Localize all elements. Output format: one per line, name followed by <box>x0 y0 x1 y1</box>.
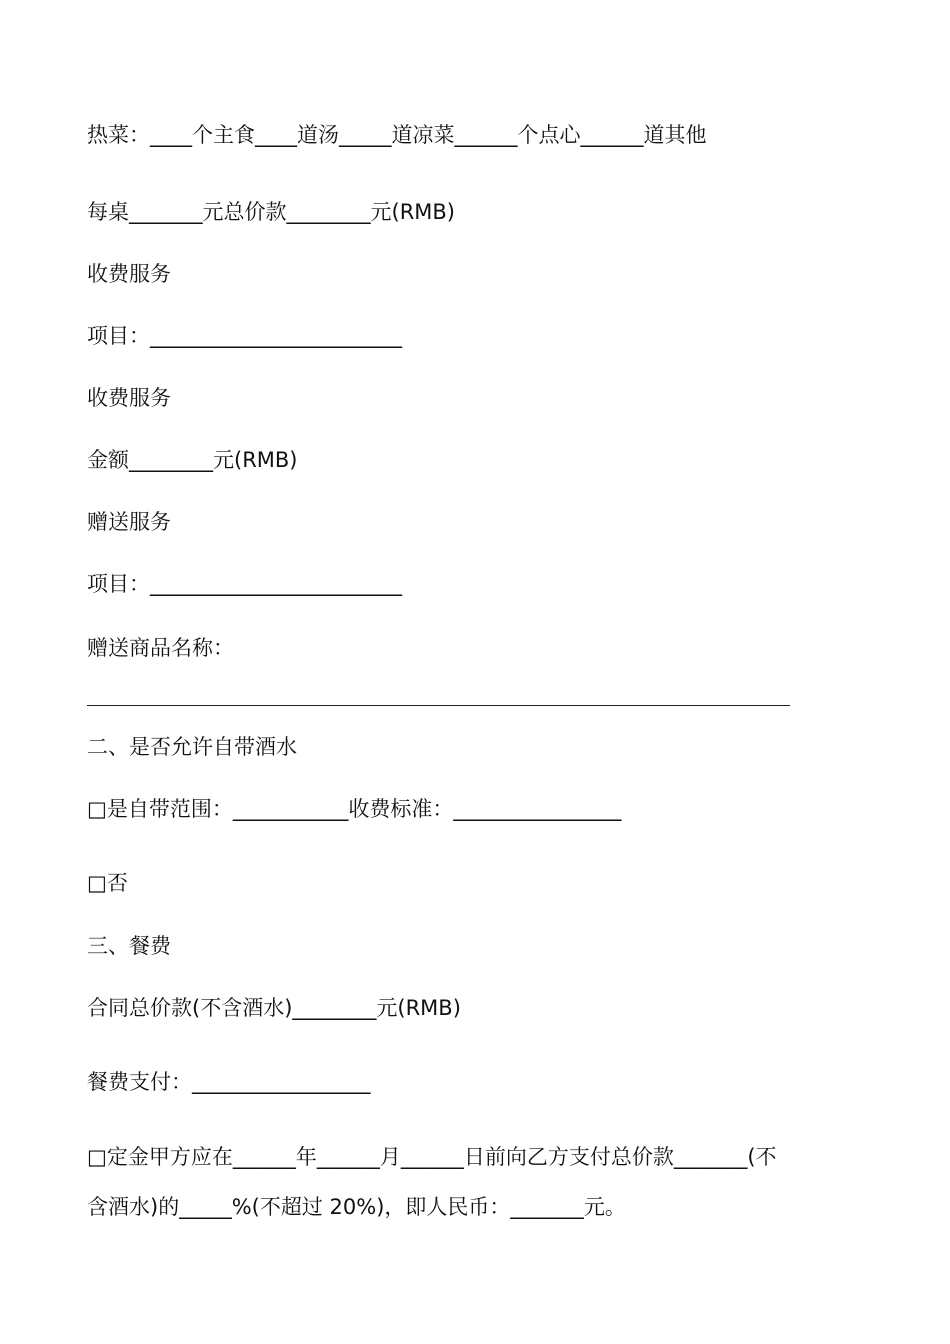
deposit-line-2: 含酒水)的_____%(不超过 20%)，即人民币：_______元。 <box>87 1195 626 1219</box>
gift-service-heading: 赠送服务 <box>87 510 171 534</box>
own-drinks-no-option: □否 <box>87 871 128 895</box>
paid-service-amount-line: 金额________元(RMB) <box>87 448 298 472</box>
own-drinks-yes-option: □是自带范围：___________收费标准：________________ <box>87 797 622 821</box>
section-2-heading: 二、是否允许自带酒水 <box>87 735 297 759</box>
contract-total-line: 合同总价款(不含酒水)________元(RMB) <box>87 996 461 1020</box>
paid-service-item-line: 项目：________________________ <box>87 324 402 348</box>
section-3-heading: 三、餐费 <box>87 934 171 958</box>
gift-service-item-line: 项目：________________________ <box>87 572 402 596</box>
deposit-line-1: □定金甲方应在______年______月______日前向乙方支付总价款_______(不 <box>87 1145 777 1169</box>
paid-service-heading: 收费服务 <box>87 262 171 286</box>
hot-dish-line: 热菜：____个主食____道汤_____道凉菜______个点心______道其他 <box>87 123 707 147</box>
meal-payment-line: 餐费支付：_________________ <box>87 1070 371 1094</box>
paid-service-heading-2: 收费服务 <box>87 386 171 410</box>
gift-goods-name-label: 赠送商品名称： <box>87 636 234 660</box>
per-table-price-line: 每桌_______元总价款________元(RMB) <box>87 200 456 224</box>
gift-goods-name-blank <box>87 705 790 706</box>
